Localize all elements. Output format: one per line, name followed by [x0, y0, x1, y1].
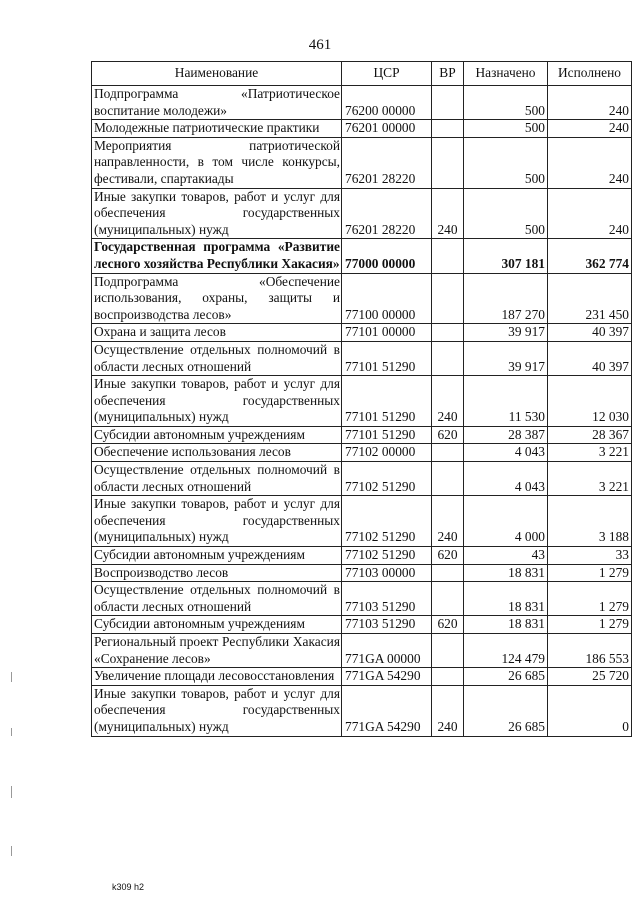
- cell-executed: 12 030: [548, 376, 632, 427]
- cell-csr: 77100 00000: [342, 273, 432, 324]
- table-row: [92, 376, 632, 427]
- cell-assigned: 124 479: [464, 634, 548, 668]
- cell-executed: 33: [548, 547, 632, 565]
- cell-vr: [432, 239, 464, 273]
- cell-name: Иные закупки товаров, работ и услуг для обеспечения государственных (муниципальных) нужд: [92, 685, 342, 736]
- cell-name: Молодежные патриотические практики: [92, 120, 342, 138]
- cell-csr: 77103 00000: [342, 564, 432, 582]
- cell-csr: 771GA 54290: [342, 685, 432, 736]
- cell-csr: 76201 28220: [342, 137, 432, 188]
- cell-assigned: 500: [464, 86, 548, 120]
- cell-name: Охрана и защита лесов: [92, 324, 342, 342]
- table-row: [92, 616, 632, 634]
- cell-csr: 77102 00000: [342, 444, 432, 462]
- cell-name: Иные закупки товаров, работ и услуг для обеспечения государственных (муниципальных) нужд: [92, 496, 342, 547]
- cell-csr: 77103 51290: [342, 582, 432, 616]
- scan-mark: [11, 786, 12, 798]
- cell-csr: 76201 28220: [342, 188, 432, 239]
- cell-executed: 1 279: [548, 582, 632, 616]
- table-row: [92, 668, 632, 686]
- table-row: [92, 496, 632, 547]
- cell-name: Государственная программа «Развитие лесного хозяйства Республики Хакасия»: [92, 239, 342, 273]
- footer-code: k309 h2: [112, 882, 145, 892]
- cell-vr: [432, 341, 464, 375]
- cell-assigned: 307 181: [464, 239, 548, 273]
- cell-executed: 28 367: [548, 426, 632, 444]
- cell-csr: 77101 51290: [342, 426, 432, 444]
- cell-executed: 240: [548, 120, 632, 138]
- table-row: [92, 462, 632, 496]
- cell-csr: 76201 00000: [342, 120, 432, 138]
- cell-vr: [432, 137, 464, 188]
- table-row: [92, 188, 632, 239]
- cell-assigned: 500: [464, 188, 548, 239]
- header-row: [92, 62, 632, 86]
- scan-mark: [11, 846, 12, 856]
- cell-vr: [432, 324, 464, 342]
- cell-csr: 77102 51290: [342, 496, 432, 547]
- cell-vr: 240: [432, 496, 464, 547]
- cell-vr: [432, 582, 464, 616]
- cell-vr: [432, 564, 464, 582]
- cell-name: Региональный проект Республики Хакасия «Сохранение лесов»: [92, 634, 342, 668]
- page-number: 461: [308, 37, 332, 53]
- cell-name: Субсидии автономным учреждениям: [92, 616, 342, 634]
- cell-assigned: 26 685: [464, 668, 548, 686]
- cell-executed: 240: [548, 86, 632, 120]
- cell-name: Осуществление отдельных полномочий в области лесных отношений: [92, 582, 342, 616]
- cell-name: Субсидии автономным учреждениям: [92, 547, 342, 565]
- table-row: [92, 120, 632, 138]
- scan-mark: [11, 672, 12, 682]
- cell-vr: [432, 462, 464, 496]
- table-row: [92, 341, 632, 375]
- cell-name: Подпрограмма «Патриотическое воспитание молодежи»: [92, 86, 342, 120]
- budget-table: [91, 61, 632, 737]
- cell-csr: 771GA 54290: [342, 668, 432, 686]
- cell-vr: [432, 273, 464, 324]
- cell-name: Осуществление отдельных полномочий в области лесных отношений: [92, 341, 342, 375]
- cell-csr: 77103 51290: [342, 616, 432, 634]
- cell-vr: 240: [432, 188, 464, 239]
- cell-assigned: 18 831: [464, 616, 548, 634]
- cell-name: Увеличение площади лесовосстановления: [92, 668, 342, 686]
- cell-vr: [432, 634, 464, 668]
- cell-csr: 77102 51290: [342, 547, 432, 565]
- cell-name: Воспроизводство лесов: [92, 564, 342, 582]
- cell-csr: 77000 00000: [342, 239, 432, 273]
- cell-name: Подпрограмма «Обеспечение использования, охраны, защиты и воспроизводства лесов»: [92, 273, 342, 324]
- cell-name: Иные закупки товаров, работ и услуг для обеспечения государственных (муниципальных) нужд: [92, 376, 342, 427]
- table-row: [92, 239, 632, 273]
- cell-vr: 240: [432, 685, 464, 736]
- header-assigned: Назначено: [464, 62, 548, 86]
- cell-executed: 3 221: [548, 462, 632, 496]
- cell-csr: 76200 00000: [342, 86, 432, 120]
- cell-vr: 620: [432, 547, 464, 565]
- table-row: [92, 426, 632, 444]
- cell-assigned: 39 917: [464, 341, 548, 375]
- cell-csr: 771GA 00000: [342, 634, 432, 668]
- table-row: [92, 324, 632, 342]
- cell-assigned: 28 387: [464, 426, 548, 444]
- cell-executed: 231 450: [548, 273, 632, 324]
- cell-vr: 620: [432, 616, 464, 634]
- cell-vr: 620: [432, 426, 464, 444]
- cell-executed: 362 774: [548, 239, 632, 273]
- scan-mark: [11, 728, 12, 736]
- table-row: [92, 273, 632, 324]
- table-row: [92, 685, 632, 736]
- cell-assigned: 43: [464, 547, 548, 565]
- cell-executed: 240: [548, 137, 632, 188]
- table-row: [92, 137, 632, 188]
- cell-executed: 25 720: [548, 668, 632, 686]
- header-name: Наименование: [92, 62, 342, 86]
- header-csr: ЦСР: [342, 62, 432, 86]
- cell-executed: 3 221: [548, 444, 632, 462]
- cell-assigned: 39 917: [464, 324, 548, 342]
- cell-executed: 40 397: [548, 341, 632, 375]
- cell-executed: 186 553: [548, 634, 632, 668]
- cell-assigned: 4 043: [464, 462, 548, 496]
- cell-name: Мероприятия патриотической направленности, в том числе конкурсы, фестивали, спартакиады: [92, 137, 342, 188]
- table-row: [92, 634, 632, 668]
- table-row: [92, 86, 632, 120]
- cell-assigned: 11 530: [464, 376, 548, 427]
- cell-vr: 240: [432, 376, 464, 427]
- table-body: [92, 86, 632, 737]
- cell-assigned: 26 685: [464, 685, 548, 736]
- cell-vr: [432, 86, 464, 120]
- table-row: [92, 547, 632, 565]
- cell-vr: [432, 444, 464, 462]
- table-row: [92, 564, 632, 582]
- cell-assigned: 500: [464, 120, 548, 138]
- cell-csr: 77101 51290: [342, 341, 432, 375]
- cell-executed: 0: [548, 685, 632, 736]
- cell-vr: [432, 668, 464, 686]
- cell-csr: 77101 00000: [342, 324, 432, 342]
- cell-vr: [432, 120, 464, 138]
- cell-assigned: 500: [464, 137, 548, 188]
- cell-name: Осуществление отдельных полномочий в области лесных отношений: [92, 462, 342, 496]
- table-row: [92, 582, 632, 616]
- cell-assigned: 18 831: [464, 582, 548, 616]
- cell-executed: 1 279: [548, 616, 632, 634]
- header-executed: Исполнено: [548, 62, 632, 86]
- cell-assigned: 4 000: [464, 496, 548, 547]
- cell-assigned: 4 043: [464, 444, 548, 462]
- cell-assigned: 187 270: [464, 273, 548, 324]
- header-vr: ВР: [432, 62, 464, 86]
- cell-executed: 240: [548, 188, 632, 239]
- cell-name: Иные закупки товаров, работ и услуг для обеспечения государственных (муниципальных) нужд: [92, 188, 342, 239]
- cell-csr: 77102 51290: [342, 462, 432, 496]
- cell-executed: 3 188: [548, 496, 632, 547]
- cell-name: Обеспечение использования лесов: [92, 444, 342, 462]
- cell-name: Субсидии автономным учреждениям: [92, 426, 342, 444]
- cell-csr: 77101 51290: [342, 376, 432, 427]
- cell-assigned: 18 831: [464, 564, 548, 582]
- cell-executed: 40 397: [548, 324, 632, 342]
- cell-executed: 1 279: [548, 564, 632, 582]
- table-row: [92, 444, 632, 462]
